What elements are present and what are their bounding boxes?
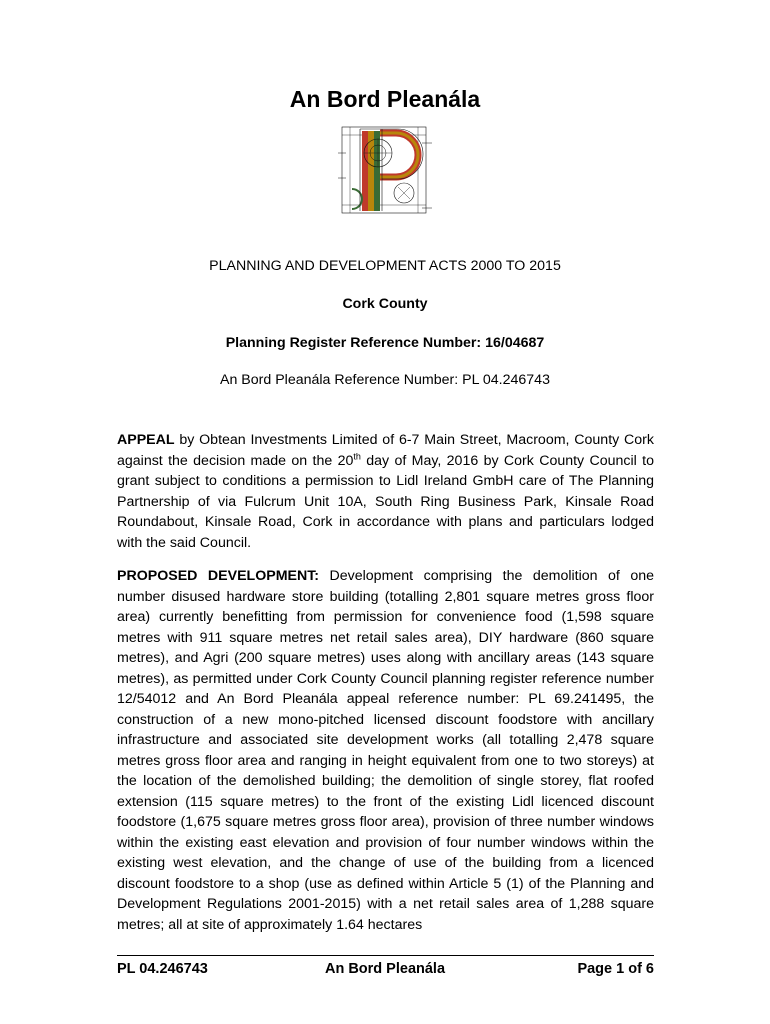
proposed-development-paragraph	[117, 566, 654, 935]
appeal-text-part-2: day of May, 2016 by Cork County Council to grant subject to conditions a permission to Lidl Ireland GmbH care of The Planning Partnership of via Fulcrum Unit 10A, South Ring Business Park, Kinsale Road Roundabout, Kinsale Road, Cork in accordance with plans and particulars lodged with the said Council.	[117, 452, 654, 551]
page-title: An Bord Pleanála	[289, 86, 481, 112]
county-heading: Cork County	[342, 296, 428, 312]
appeal-paragraph	[117, 430, 654, 553]
bord-pleanala-logo-icon	[338, 123, 434, 217]
ordinal-suffix: th	[353, 450, 361, 461]
footer-reference: PL 04.246743	[117, 961, 208, 977]
planning-register-reference: Planning Register Reference Number: 16/04687	[225, 335, 545, 351]
proposed-development-text: Development comprising the demolition of one number disused hardware store building (totalling 2,801 square metres gross floor area) currently benefitting from permission for convenience food (1,598 square metres with 911 square metres net retail sales area), DIY hardware (860 square metres), and Agri (200 square metres) uses along with ancillary areas (143 square metres), as permitted under Cork County Council planning register reference number 12/54012 and An Bord Pleanála appeal reference number: PL 69.241495, the construction of a new mono-pitched licensed discount foodstore with ancillary infrastructure and associated site development works (all totalling 2,478 square metres gross floor area and ranging in height equivalent from one to two storeys) at the location of the demolished building; the demolition of single storey, flat roofed extension (115 square metres) to the front of the existing Lidl licenced discount foodstore (1,675 square metres gross floor area), provision of three number windows within the existing east elevation and provision of four number windows within the existing west elevation, and the change of use of the building from a licenced discount foodstore to a shop (use as defined within Article 5 (1) of the Planning and Development Regulations 2001-2015) with a net retail sales area of 1,288 square metres; all at site of approximately 1.64 hectares	[117, 568, 654, 933]
footer-divider	[117, 955, 654, 956]
footer-page-number: Page 1 of 6	[577, 961, 654, 977]
appeal-label: APPEAL	[117, 432, 175, 448]
board-reference-number: An Bord Pleanála Reference Number: PL 04.246743	[220, 372, 550, 388]
footer-organisation: An Bord Pleanála	[324, 961, 446, 977]
appeal-text-part-1: by Obtean Investments Limited of 6-7 Main Street, Macroom, County Cork against the decision made on the 20	[117, 432, 654, 469]
legislation-heading: PLANNING AND DEVELOPMENT ACTS 2000 TO 2015	[209, 258, 561, 274]
proposed-development-label: PROPOSED DEVELOPMENT:	[117, 568, 320, 584]
